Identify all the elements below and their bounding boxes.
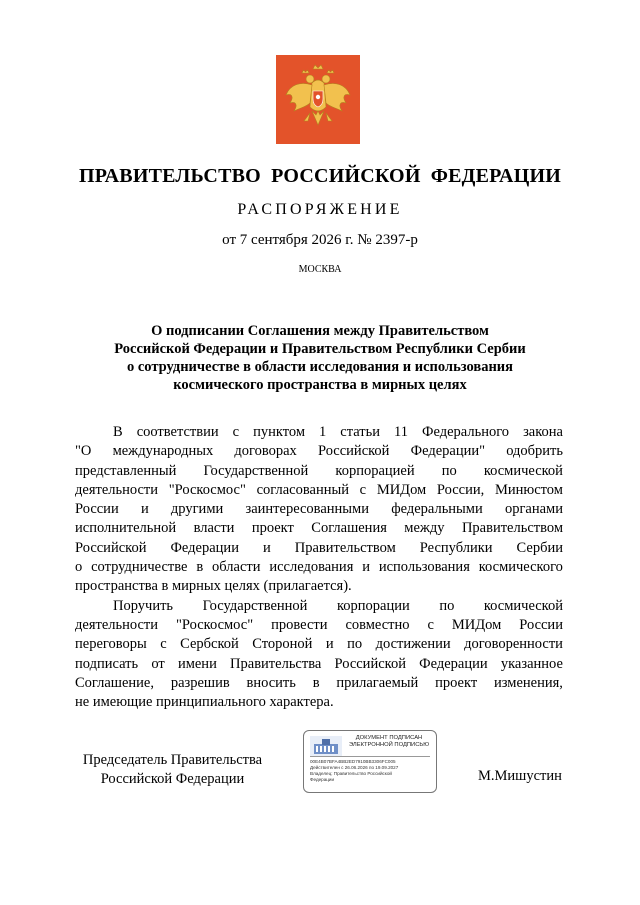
body-word: о: [75, 559, 83, 576]
document-subject: [100, 322, 540, 394]
body-line: [75, 558, 563, 577]
body-word: между: [404, 520, 445, 537]
electronic-signature-stamp: [303, 730, 437, 793]
body-word: с: [359, 481, 367, 498]
body-word: МИДом: [451, 616, 502, 633]
body-word: изменения,: [494, 674, 563, 691]
body-word: Сербии: [516, 539, 563, 556]
body-word: Федерации: [419, 655, 488, 672]
body-line: [75, 500, 563, 519]
body-word: Федерации: [170, 539, 239, 556]
body-word: Соглашения: [311, 520, 387, 537]
body-line: [75, 481, 563, 500]
body-line: [75, 519, 563, 538]
coat-of-arms-emblem: [276, 55, 360, 144]
body-line: [75, 674, 563, 693]
stamp-heading-line: ЭЛЕКТРОННОЙ ПОДПИСЬЮ: [348, 742, 430, 748]
body-word: Федерации": [410, 443, 486, 460]
document-type: РАСПОРЯЖЕНИЕ: [237, 201, 403, 218]
body-word: переговоры: [75, 636, 147, 653]
body-word: Республики: [419, 539, 493, 556]
body-word: одобрить: [506, 443, 563, 460]
body-word: разрешив: [170, 674, 230, 691]
body-word: Федерального: [422, 424, 510, 440]
body-word: космической: [483, 462, 563, 479]
body-word: соответствии: [136, 424, 219, 440]
body-word: Соглашение,: [75, 674, 154, 691]
body-word: Правительством: [461, 520, 563, 537]
body-word: и: [140, 501, 149, 518]
body-word: по: [441, 462, 457, 479]
body-line: [75, 577, 563, 596]
body-line: [75, 616, 563, 635]
document-date-number: от 7 сентября 2026 г. № 2397-р: [222, 232, 418, 248]
body-word: с: [427, 616, 434, 633]
body-word: власти: [193, 520, 235, 537]
body-word: проект: [435, 674, 478, 691]
body-word: с: [160, 636, 167, 653]
body-word: пунктом: [253, 424, 306, 440]
body-word: достижении: [375, 636, 451, 653]
body-word: проект: [251, 520, 294, 537]
body-word: с: [232, 424, 240, 440]
body-word: и: [325, 636, 334, 653]
stamp-heading-line: ДОКУМЕНТ ПОДПИСАН: [355, 735, 423, 741]
body-word: имени: [177, 655, 217, 672]
body-word: деятельности: [75, 481, 159, 498]
body-word: в: [312, 674, 320, 691]
body-word: корпорацией: [335, 462, 415, 479]
subject-line: о сотрудничестве в области исследования и использования: [126, 359, 514, 375]
body-word: прилагаемый: [336, 674, 419, 691]
body-word: договоренности: [464, 636, 563, 653]
body-word: Стороной: [252, 636, 313, 653]
body-word: и: [362, 559, 370, 576]
body-word: Правительством: [294, 539, 396, 556]
body-word: космической: [483, 597, 563, 614]
body-word: договорах: [234, 443, 297, 460]
subject-line: Российской Федерации и Правительством Республики Сербии: [114, 341, 526, 357]
stamp-certificate: 00E4B07BFA4BB2ED7910BB3306FC005: [310, 759, 396, 764]
body-word: Государственной: [203, 462, 309, 479]
body-word: Российской: [75, 539, 147, 556]
body-word: согласованный: [256, 481, 349, 498]
body-word: представленный: [75, 462, 177, 479]
body-word: в: [196, 559, 204, 576]
government-title: ПРАВИТЕЛЬСТВО РОССИЙСКОЙ ФЕДЕРАЦИИ: [79, 165, 561, 187]
body-word: органами: [504, 501, 563, 518]
body-word: "О: [75, 443, 92, 460]
body-word: сотрудничестве: [91, 559, 188, 576]
body-word: исследования: [269, 559, 354, 576]
subject-line: космического пространства в мирных целях: [173, 377, 467, 393]
signatory-title-line: Председатель Правительства: [82, 752, 263, 768]
body-word: Российской: [334, 655, 406, 672]
body-word: федеральными: [391, 501, 483, 518]
signatory-title: [75, 751, 270, 789]
body-word: другими: [170, 501, 224, 518]
body-word: провести: [271, 616, 328, 633]
body-word: по: [439, 597, 455, 614]
document-body: [75, 423, 563, 712]
body-word: России: [75, 501, 119, 518]
body-word: заинтересованными: [245, 501, 369, 518]
body-word: исполнительной: [75, 520, 177, 537]
stamp-owner: Владелец: Правительство Российской: [310, 771, 392, 776]
body-line: [75, 693, 563, 712]
body-line: [75, 423, 563, 442]
body-word: области: [212, 559, 261, 576]
stamp-details: [310, 759, 434, 783]
body-word: России: [519, 616, 563, 633]
body-word: совместно: [345, 616, 410, 633]
body-word: международных: [112, 443, 214, 460]
body-text-run: не имеющие принципиального характера.: [75, 694, 334, 711]
subject-line: О подписании Соглашения между Правительством: [151, 323, 489, 339]
body-text-run: пространства в мирных целях (прилагается).: [75, 578, 352, 595]
body-word: использования: [378, 559, 470, 576]
body-line: [75, 462, 563, 481]
body-word: "Роскосмос": [175, 616, 254, 633]
body-word: Сербской: [180, 636, 239, 653]
body-word: 11: [394, 424, 409, 440]
body-word: по: [347, 636, 363, 653]
coat-of-arms-icon: [276, 55, 360, 144]
body-word: Минюстом: [494, 481, 563, 498]
signatory-name: М.Мишустин: [478, 768, 562, 784]
stamp-owner: Федерации: [310, 777, 335, 782]
body-word: корпорации: [336, 597, 410, 614]
body-word: закона: [523, 424, 563, 440]
body-word: Правительства: [230, 655, 322, 672]
body-word: России,: [436, 481, 485, 498]
body-word: "Роскосмос": [168, 481, 246, 498]
body-word: МИДом: [376, 481, 427, 498]
body-word: В: [113, 424, 123, 440]
body-word: космического: [478, 559, 563, 576]
body-word: от: [151, 655, 165, 672]
body-word: Государственной: [202, 597, 308, 614]
body-word: Поручить: [113, 597, 174, 614]
body-line: [75, 442, 563, 461]
body-word: 1: [319, 424, 327, 440]
government-building-icon: [310, 736, 342, 756]
document-city: МОСКВА: [298, 264, 342, 275]
stamp-heading: [344, 735, 434, 749]
body-line: [75, 655, 563, 674]
body-word: вносить: [246, 674, 296, 691]
body-word: статьи: [340, 424, 381, 440]
body-word: Российской: [317, 443, 390, 460]
body-word: деятельности: [75, 616, 159, 633]
body-line: [75, 539, 563, 558]
stamp-validity: Действителен с 26.06.2026 по 19.09.2027: [310, 765, 399, 770]
body-line: [75, 635, 563, 654]
stamp-divider: [310, 756, 430, 757]
body-line: [75, 597, 563, 616]
body-word: подписать: [75, 655, 139, 672]
signatory-title-line: Российской Федерации: [100, 771, 245, 787]
body-word: указанное: [500, 655, 563, 672]
body-word: и: [262, 539, 271, 556]
